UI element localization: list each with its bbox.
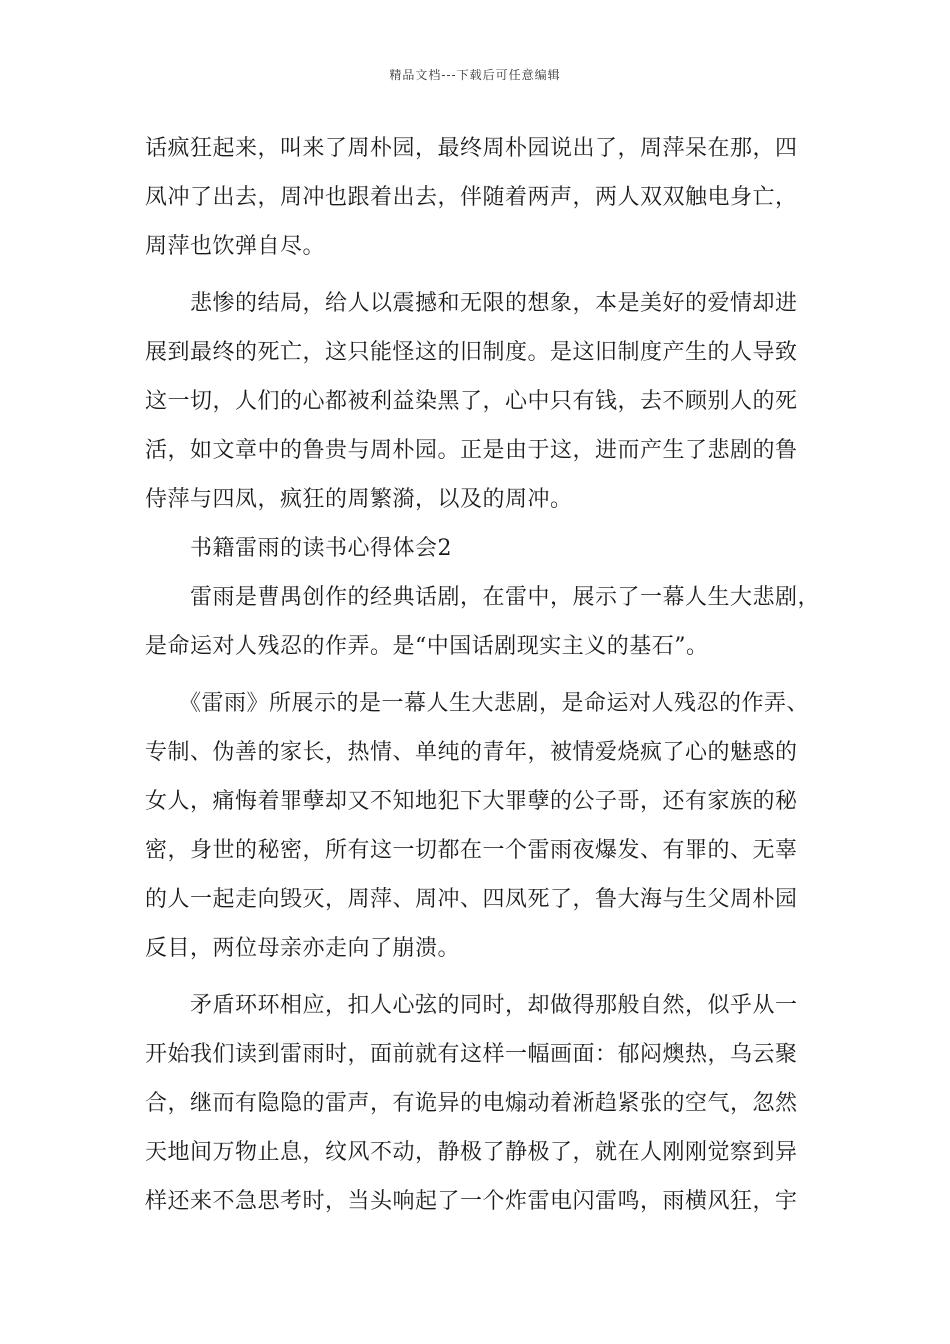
text-line: 女人，痛悔着罪孽却又不知地犯下大罪孽的公子哥，还有家族的秘 [145,789,798,814]
text-line: 样还来不急思考时，当头响起了一个炸雷电闪雷鸣，雨横风狂，宇 [145,1189,798,1214]
page-header: 精品文档---下载后可任意编辑 [389,68,561,82]
text-line: 《雷雨》所展示的是一幕人生大悲剧，是命运对人残忍的作弄、 [145,691,810,716]
text-line: 合，继而有隐隐的雷声，有诡异的电煽动着淅趋紧张的空气，忽然 [145,1091,798,1116]
document-body [145,124,835,1226]
text-line: 的人一起走向毁灭，周萍、周冲、四凤死了，鲁大海与生父周朴园 [145,887,798,912]
text-line: 凤冲了出去，周冲也跟着出去，伴随着两声，两人双双触电身亡， [145,185,798,210]
text-line: 雷雨是曹禺创作的经典话剧，在雷中，展示了一幕人生大悲剧， [145,585,821,610]
text-line: 活，如文章中的鲁贵与周朴园。正是由于这，进而产生了悲剧的鲁 [145,438,798,463]
text-line: 是命运对人残忍的作弄。是“中国话剧现实主义的基石”。 [145,634,709,659]
text-line: 天地间万物止息，纹风不动，静极了静极了，就在人刚刚觉察到异 [145,1140,798,1165]
section-heading: 书籍雷雨的读书心得体会2 [145,536,452,561]
text-line: 展到最终的死亡，这只能怪这的旧制度。是这旧制度产生的人导致 [145,340,798,365]
text-line: 侍萍与四凤，疯狂的周繁漪，以及的周冲。 [145,487,573,512]
text-line: 专制、伪善的家长，热情、单纯的青年，被情爱烧疯了心的魅惑的 [145,740,798,765]
text-line: 这一切，人们的心都被利益染黑了，心中只有钱，去不顾别人的死 [145,389,798,414]
text-line: 周萍也饮弹自尽。 [145,234,326,259]
text-line: 矛盾环环相应，扣人心弦的同时，却做得那般自然，似乎从一 [145,993,798,1018]
text-line: 开始我们读到雷雨时，面前就有这样一幅画面：郁闷燠热，乌云聚 [145,1042,798,1067]
text-line: 话疯狂起来，叫来了周朴园，最终周朴园说出了，周萍呆在那，四 [145,136,798,161]
text-line: 密，身世的秘密，所有这一切都在一个雷雨夜爆发、有罪的、无辜 [145,838,798,863]
text-line: 反目，两位母亲亦走向了崩溃。 [145,936,461,961]
text-line: 悲惨的结局，给人以震撼和无限的想象，本是美好的爱情却进 [145,291,798,316]
